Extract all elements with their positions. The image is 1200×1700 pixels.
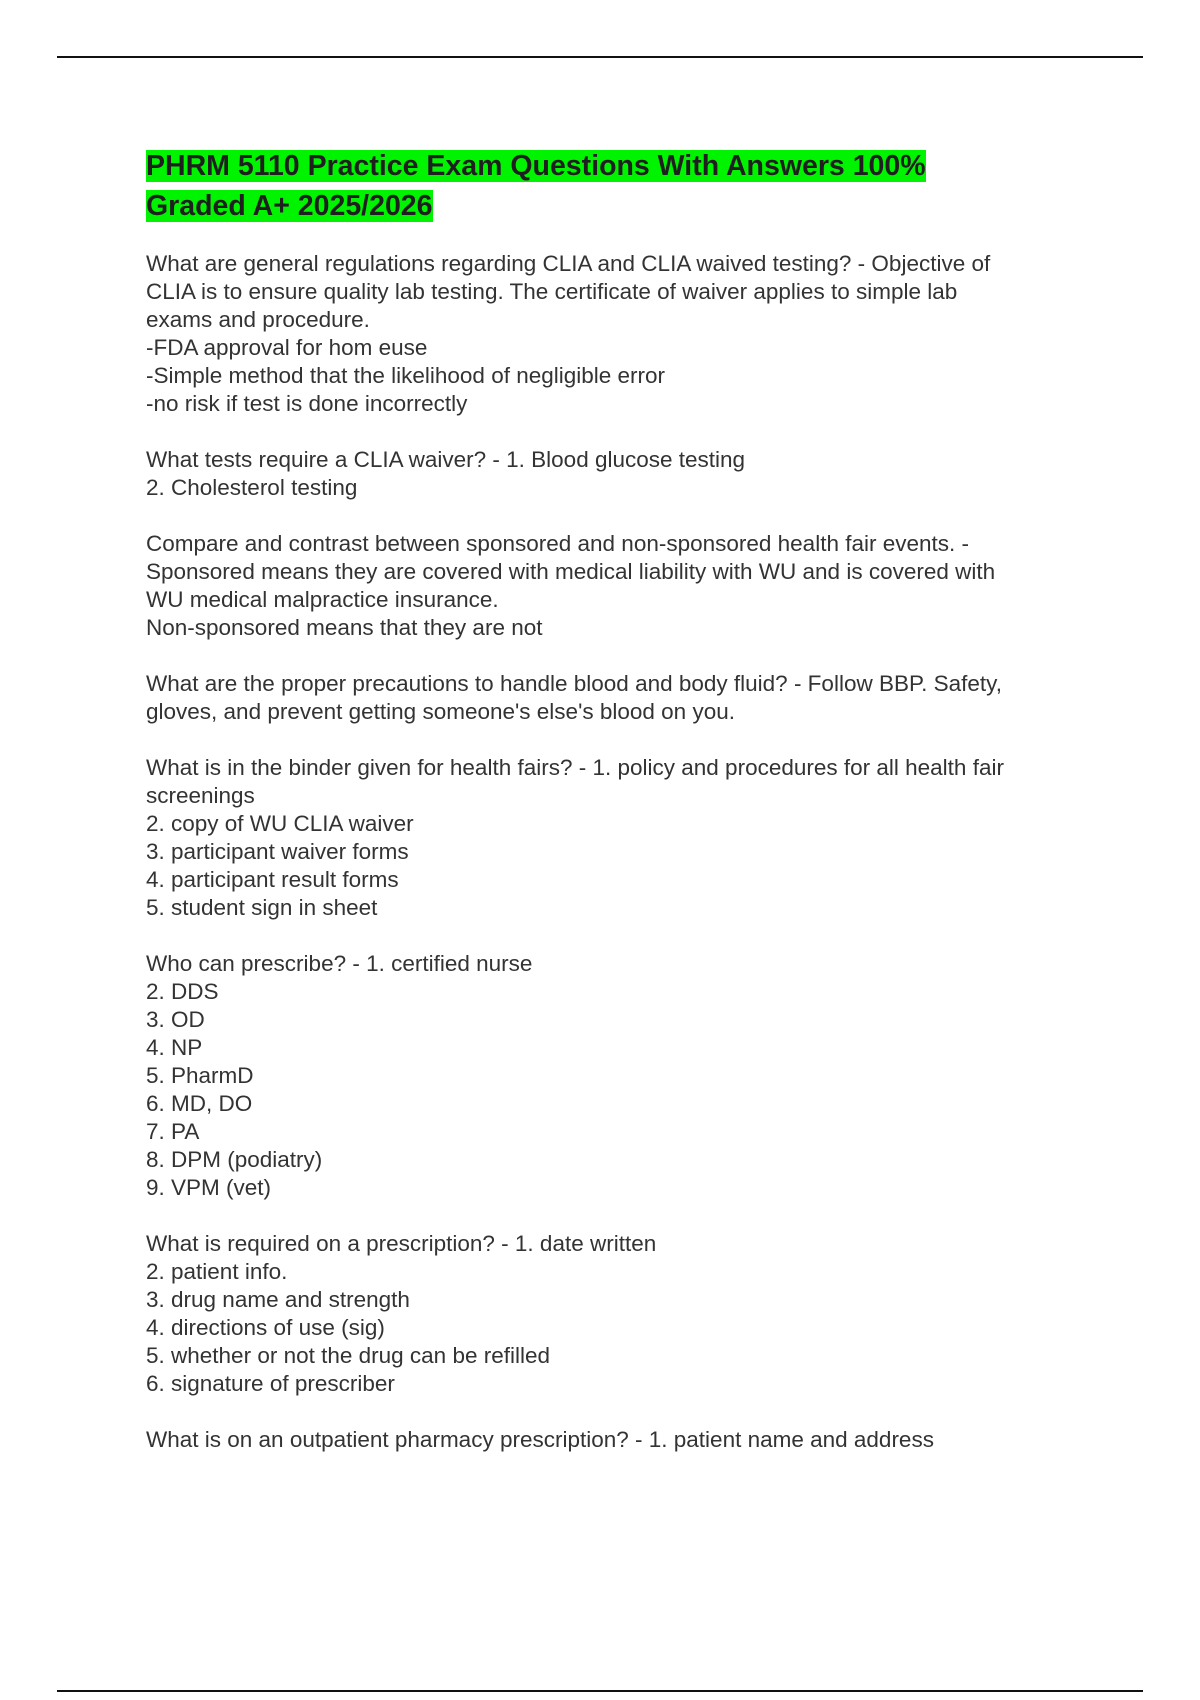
qa-item: [146, 530, 1086, 642]
qa-line: 7. PA: [146, 1119, 200, 1144]
qa-line: What is on an outpatient pharmacy prescription? - 1. patient name and address: [146, 1427, 934, 1452]
title-line-1: PHRM 5110 Practice Exam Questions With Answers 100%: [146, 150, 926, 182]
qa-item: [146, 670, 1086, 726]
qa-line: 8. DPM (podiatry): [146, 1147, 323, 1172]
qa-line: 5. PharmD: [146, 1063, 254, 1088]
bottom-rule: [57, 1690, 1143, 1692]
qa-line: 2. Cholesterol testing: [146, 475, 358, 500]
qa-line: 3. OD: [146, 1007, 205, 1032]
qa-line: -Simple method that the likelihood of negligible error: [146, 363, 666, 388]
qa-line: What is required on a prescription? - 1. date written: [146, 1231, 657, 1256]
qa-item: [146, 754, 1086, 922]
qa-line: 4. NP: [146, 1035, 203, 1060]
qa-item: [146, 446, 1086, 502]
qa-line: gloves, and prevent getting someone's else's blood on you.: [146, 699, 735, 724]
qa-line: -FDA approval for hom euse: [146, 335, 428, 360]
qa-line: 4. directions of use (sig): [146, 1315, 385, 1340]
qa-line: screenings: [146, 783, 255, 808]
qa-line: 6. MD, DO: [146, 1091, 253, 1116]
qa-line: What is in the binder given for health fairs? - 1. policy and procedures for all health fair: [146, 755, 1004, 780]
qa-line: 4. participant result forms: [146, 867, 399, 892]
qa-item: [146, 1230, 1086, 1398]
qa-line: Who can prescribe? - 1. certified nurse: [146, 951, 533, 976]
qa-line: 2. patient info.: [146, 1259, 288, 1284]
qa-line: Compare and contrast between sponsored and non-sponsored health fair events. -: [146, 531, 970, 556]
qa-line: 3. participant waiver forms: [146, 839, 409, 864]
qa-line: 6. signature of prescriber: [146, 1371, 395, 1396]
qa-line: Sponsored means they are covered with medical liability with WU and is covered with: [146, 559, 996, 584]
title-highlight: [146, 150, 926, 222]
qa-line: What are the proper precautions to handle blood and body fluid? - Follow BBP. Safety,: [146, 671, 1002, 696]
title-line-2: Graded A+ 2025/2026: [146, 190, 433, 222]
qa-line: What are general regulations regarding CLIA and CLIA waived testing? - Objective of: [146, 251, 991, 276]
qa-line: exams and procedure.: [146, 307, 370, 332]
qa-item: [146, 250, 1086, 418]
document-title: [146, 146, 1086, 226]
qa-item: [146, 1426, 1086, 1454]
top-rule: [57, 56, 1143, 58]
qa-line: -no risk if test is done incorrectly: [146, 391, 468, 416]
qa-line: WU medical malpractice insurance.: [146, 587, 499, 612]
qa-list: [146, 250, 1086, 1454]
qa-line: 9. VPM (vet): [146, 1175, 272, 1200]
qa-line: CLIA is to ensure quality lab testing. The certificate of waiver applies to simple lab: [146, 279, 958, 304]
qa-line: Non-sponsored means that they are not: [146, 615, 543, 640]
qa-line: 2. copy of WU CLIA waiver: [146, 811, 414, 836]
document-body: [146, 146, 1086, 1482]
qa-line: 5. student sign in sheet: [146, 895, 378, 920]
qa-line: 3. drug name and strength: [146, 1287, 410, 1312]
qa-line: 5. whether or not the drug can be refilled: [146, 1343, 551, 1368]
qa-line: 2. DDS: [146, 979, 219, 1004]
qa-item: [146, 950, 1086, 1202]
qa-line: What tests require a CLIA waiver? - 1. Blood glucose testing: [146, 447, 746, 472]
